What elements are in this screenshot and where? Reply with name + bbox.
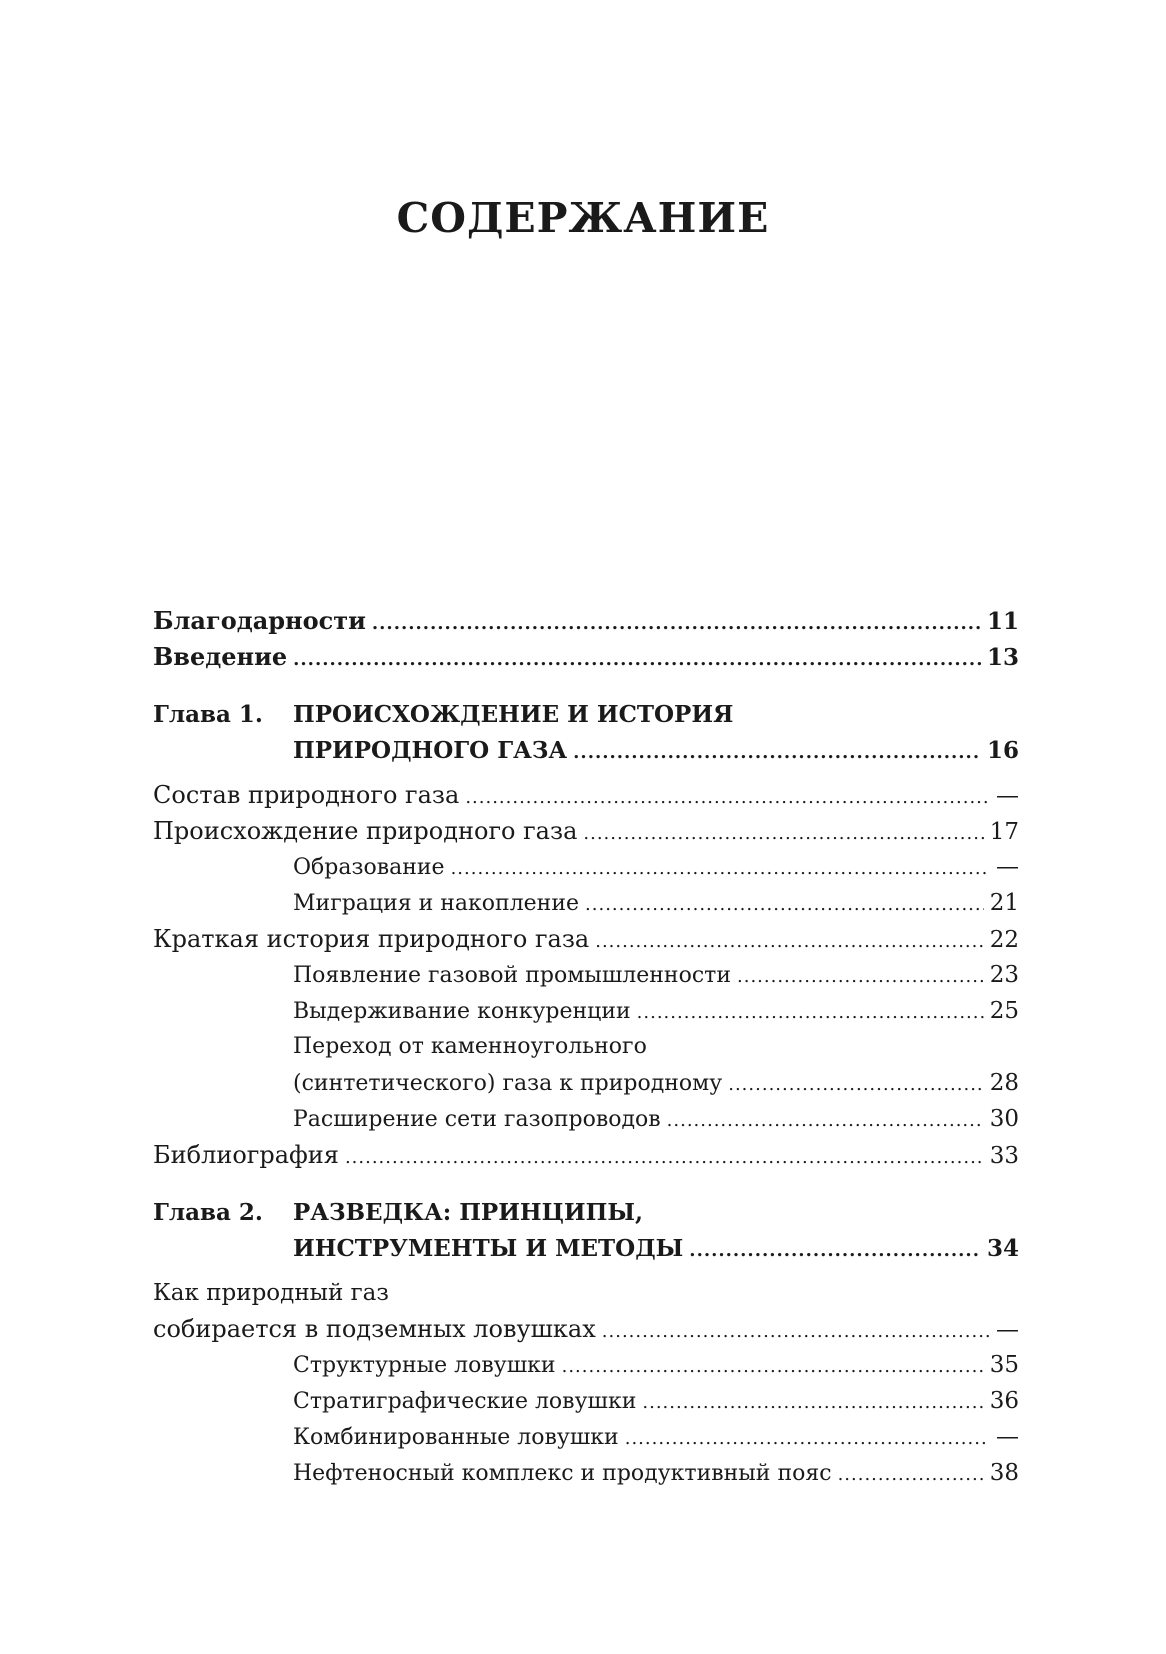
- dot-leader: [465, 780, 989, 816]
- toc-entry-label: Расширение сети газопроводов: [293, 1107, 661, 1132]
- toc-page-number: 25: [989, 998, 1019, 1024]
- dot-leader: [728, 1067, 983, 1103]
- toc-entry-label: Состав природного газа: [153, 781, 460, 809]
- toc-entry-first-line[interactable]: Как природный газ: [153, 1280, 389, 1306]
- dot-leader: [838, 1457, 984, 1493]
- toc-entry-acknowledgements[interactable]: [153, 603, 1019, 639]
- toc-page-number: 38: [989, 1460, 1019, 1486]
- toc-page-number: 34: [986, 1235, 1019, 1262]
- toc-subentry-first-line[interactable]: Переход от каменноугольного: [293, 1034, 647, 1059]
- toc-subentry[interactable]: [153, 957, 1019, 993]
- dot-leader: [573, 735, 981, 771]
- dot-leader: [602, 1314, 989, 1350]
- toc-page-number: 13: [986, 644, 1019, 671]
- toc-entry[interactable]: [153, 1311, 1019, 1347]
- chapter-number: Глава 2.: [153, 1199, 263, 1226]
- toc-subentry[interactable]: [153, 849, 1019, 885]
- toc-page-number: 28: [989, 1070, 1019, 1096]
- dot-leader: [637, 995, 984, 1031]
- toc-page-number: 17: [989, 819, 1019, 845]
- toc-subentry[interactable]: [153, 885, 1019, 921]
- toc-subentry[interactable]: [153, 1101, 1019, 1137]
- dot-leader: [585, 887, 984, 923]
- chapter-title-line: ПРОИСХОЖДЕНИЕ И ИСТОРИЯ: [293, 701, 734, 728]
- toc-entry-label: Нефтеносный комплекс и продуктивный пояс: [293, 1461, 832, 1486]
- chapter-1: [153, 697, 1019, 1173]
- dot-leader: [667, 1103, 984, 1139]
- toc-entry-label: Появление газовой промышленности: [293, 963, 731, 988]
- toc-entry-introduction[interactable]: [153, 639, 1019, 675]
- toc-page-number: 16: [986, 737, 1019, 764]
- toc-entry-label: Образование: [293, 855, 445, 880]
- toc-page-number: —: [996, 1317, 1019, 1343]
- dot-leader: [642, 1385, 983, 1421]
- toc-page-number: 23: [989, 962, 1019, 988]
- toc-entry[interactable]: [153, 813, 1019, 849]
- toc-subentry[interactable]: [153, 1455, 1019, 1491]
- toc-entry[interactable]: [153, 1137, 1019, 1173]
- chapter-heading[interactable]: [153, 697, 1019, 733]
- page-title: СОДЕРЖАНИЕ: [396, 194, 770, 242]
- toc-subentry[interactable]: [153, 1347, 1019, 1383]
- toc-page-number: 11: [986, 608, 1019, 635]
- dot-leader: [737, 959, 984, 995]
- toc-page-number: 22: [989, 927, 1019, 953]
- dot-leader: [583, 816, 983, 852]
- dot-leader: [689, 1233, 981, 1269]
- chapter-title-row[interactable]: [153, 733, 1019, 769]
- toc-page-number: —: [996, 1424, 1019, 1450]
- dot-leader: [562, 1349, 984, 1385]
- toc-entry-label: Введение: [153, 642, 288, 671]
- chapter-title-row[interactable]: [153, 1231, 1019, 1267]
- dot-leader: [345, 1140, 984, 1176]
- dot-leader: [451, 851, 989, 887]
- toc-page-number: —: [996, 783, 1019, 809]
- toc-entry-label: Стратиграфические ловушки: [293, 1389, 637, 1414]
- toc-subentry[interactable]: [153, 993, 1019, 1029]
- toc-entry-label: Миграция и накопление: [293, 891, 580, 916]
- toc-subentry[interactable]: [153, 1383, 1019, 1419]
- dot-leader: [293, 642, 981, 678]
- chapter-title-line: ИНСТРУМЕНТЫ И МЕТОДЫ: [293, 1235, 684, 1262]
- chapter-number: Глава 1.: [153, 701, 263, 728]
- toc-entry[interactable]: [153, 921, 1019, 957]
- toc-page-number: 36: [989, 1388, 1019, 1414]
- toc-page-number: 33: [989, 1143, 1019, 1169]
- chapter-2: [153, 1195, 1019, 1491]
- toc-subentry[interactable]: [153, 1065, 1019, 1101]
- dot-leader: [372, 606, 981, 642]
- toc-page-number: 35: [989, 1352, 1019, 1378]
- toc-entry-label: Благодарности: [153, 606, 366, 635]
- toc-subentry[interactable]: [153, 1419, 1019, 1455]
- table-of-contents: [153, 603, 1019, 1491]
- toc-page-number: 21: [989, 890, 1019, 916]
- toc-entry-label: Происхождение природного газа: [153, 817, 578, 845]
- toc-entry-label: собирается в подземных ловушках: [153, 1315, 596, 1343]
- chapter-title-line: РАЗВЕДКА: ПРИНЦИПЫ,: [293, 1199, 643, 1226]
- toc-entry[interactable]: [153, 777, 1019, 813]
- toc-entry-label: Библиография: [153, 1141, 339, 1169]
- toc-entry-label: Краткая история природного газа: [153, 925, 590, 953]
- toc-page-number: —: [996, 854, 1019, 880]
- toc-entry-label: Выдерживание конкуренции: [293, 999, 631, 1024]
- toc-entry-label: (синтетического) газа к природному: [293, 1071, 723, 1096]
- toc-entry-label: Комбинированные ловушки: [293, 1425, 619, 1450]
- dot-leader: [625, 1421, 989, 1457]
- dot-leader: [595, 924, 984, 960]
- toc-page-number: 30: [989, 1106, 1019, 1132]
- toc-entry-label: Структурные ловушки: [293, 1353, 556, 1378]
- chapter-heading[interactable]: [153, 1195, 1019, 1231]
- chapter-title-line: ПРИРОДНОГО ГАЗА: [293, 737, 568, 764]
